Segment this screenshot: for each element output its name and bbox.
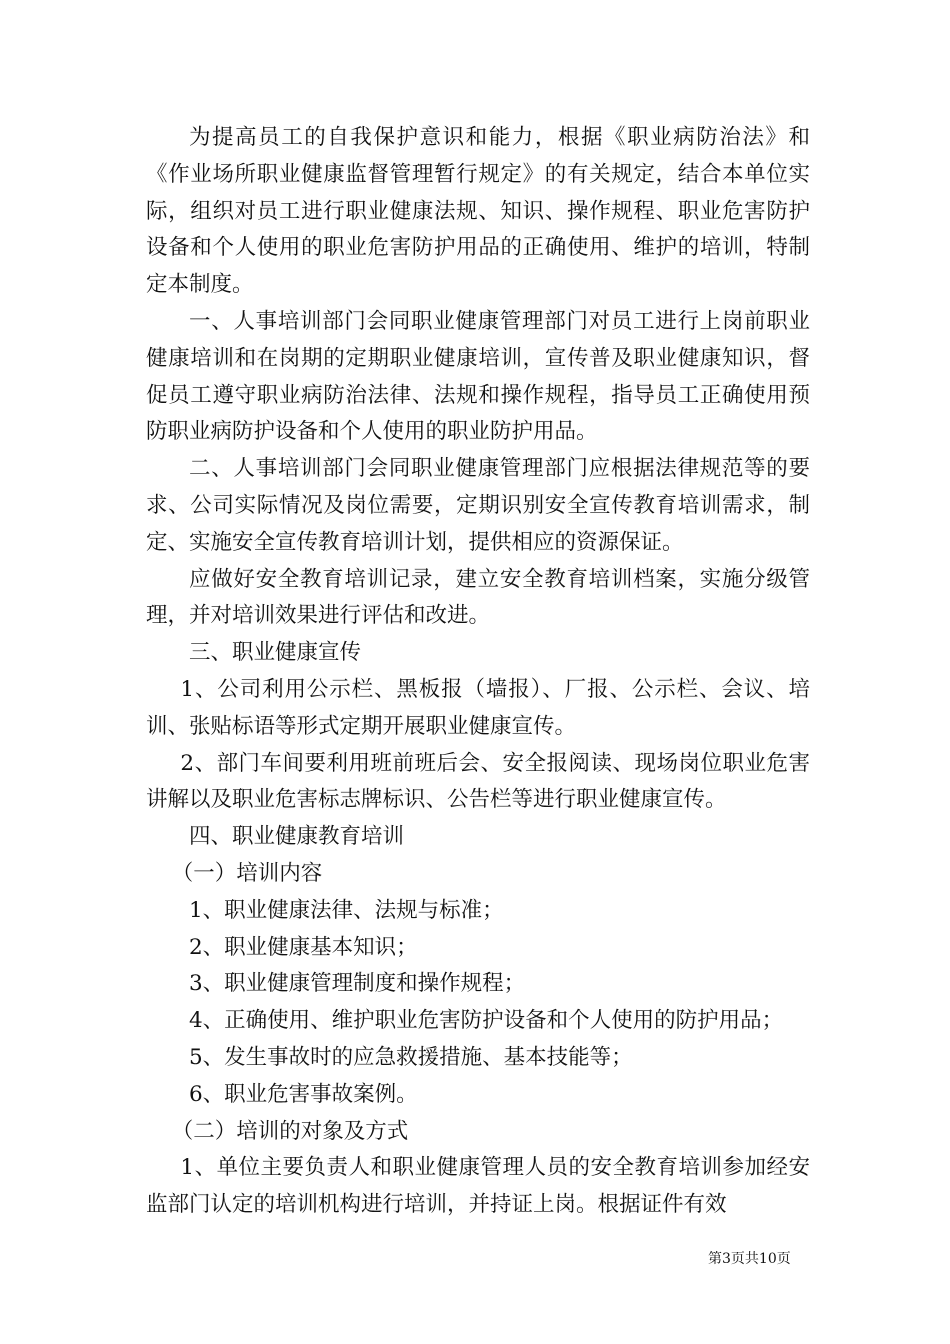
page-number-footer: 第3页共10页 [708,1251,791,1267]
training-content-item-6: 6、职业危害事故案例。 [189,1081,418,1107]
training-record-paragraph: 应做好安全教育培训记录，建立安全教育培训档案，实施分级管理，并对培训效果进行评估和改进。 [146,566,810,629]
section-one-paragraph: 一、人事培训部门会同职业健康管理部门对员工进行上岗前职业健康培训和在岗期的定期职业健康培训，宣传普及职业健康知识，督促员工遵守职业病防治法律、法规和操作规程，指导员工正确使用预防职业病防护设备和个人使用的职业防护用品。 [146,308,810,445]
section-three-heading: 三、职业健康宣传 [189,640,362,666]
training-target-item-1: 1、单位主要负责人和职业健康管理人员的安全教育培训参加经安监部门认定的培训机构进行培训，并持证上岗。根据证件有效 [146,1155,810,1218]
training-content-item-1: 1、职业健康法律、法规与标准； [189,897,504,923]
document-body [146,120,810,1224]
publicity-item-1: 1、公司利用公示栏、黑板报（墙报）、厂报、公示栏、会议、培训、张贴标语等形式定期开展职业健康宣传。 [146,676,810,739]
publicity-item-2: 2、部门车间要利用班前班后会、安全报阅读、现场岗位职业危害讲解以及职业危害标志牌标识、公告栏等进行职业健康宣传。 [146,750,810,813]
training-content-item-5: 5、发生事故时的应急救援措施、基本技能等； [189,1044,633,1070]
section-two-paragraph: 二、人事培训部门会同职业健康管理部门应根据法律规范等的要求、公司实际情况及岗位需要，定期识别安全宣传教育培训需求，制定、实施安全宣传教育培训计划，提供相应的资源保证。 [146,456,810,555]
training-content-item-2: 2、职业健康基本知识； [189,934,418,960]
training-content-heading: （一）培训内容 [171,860,323,886]
section-four-heading: 四、职业健康教育培训 [189,824,405,850]
training-content-item-3: 3、职业健康管理制度和操作规程； [189,971,526,997]
training-content-item-4: 4、正确使用、维护职业危害防护设备和个人使用的防护用品； [189,1008,784,1034]
training-target-heading: （二）培训的对象及方式 [171,1118,409,1144]
intro-paragraph: 为提高员工的自我保护意识和能力，根据《职业病防治法》和《作业场所职业健康监督管理暂行规定》的有关规定，结合本单位实际，组织对员工进行职业健康法规、知识、操作规程、职业危害防护设备和个人使用的职业危害防护用品的正确使用、维护的培训，特制定本制度。 [146,125,810,298]
